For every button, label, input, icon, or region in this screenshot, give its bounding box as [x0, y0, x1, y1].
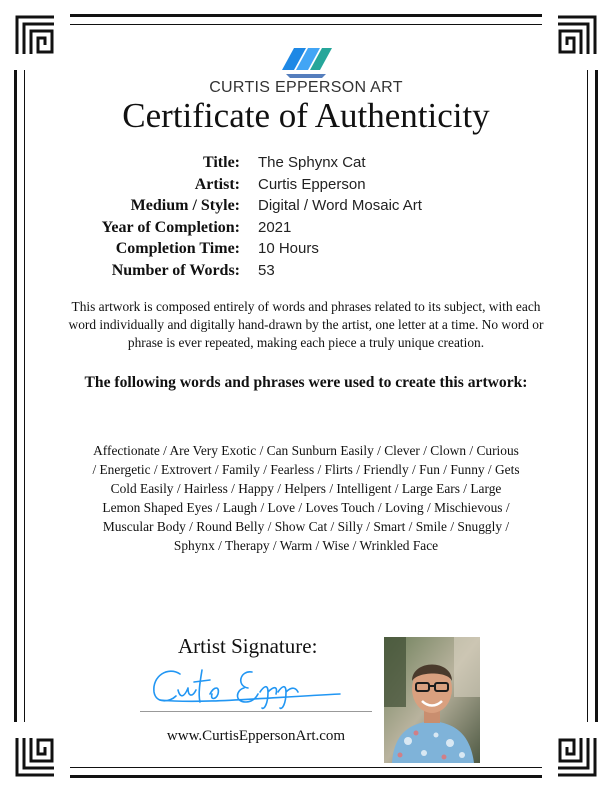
- detail-row-word-count: [0, 260, 612, 282]
- brand-name: CURTIS EPPERSON ART: [209, 79, 403, 96]
- artwork-details: [0, 152, 612, 281]
- detail-value: 10 Hours: [258, 240, 319, 257]
- detail-value: The Sphynx Cat: [258, 154, 366, 171]
- corner-ornament-bottom-right: [542, 722, 598, 778]
- detail-row-medium: [0, 195, 612, 217]
- word-list: Affectionate / Are Very Exotic / Can Sunburn Easily / Clever / Clown / Curious / Energetic / Extrovert / Family / Fearless / Flirts / Friendly / Fun / Funny / Gets Cold Easily / Hairless / Happy / Helpers / Intelligent / Large Ears / Large Lemon Shaped Eyes / Laugh / Love / Loves Touch / Loving / Mischievous / Muscular Body / Round Belly / Show Cat / Silly / Smart / Smile / Snuggly / Sphynx / Therapy / Warm / Wise / Wrinkled Face: [92, 443, 520, 553]
- detail-row-artist: [0, 174, 612, 196]
- signature-line: [140, 711, 372, 712]
- detail-label: Medium / Style:: [130, 197, 240, 214]
- detail-value: 2021: [258, 218, 292, 236]
- detail-value: Curtis Epperson: [258, 175, 366, 193]
- artist-photo: [384, 637, 480, 763]
- brand-logo: [0, 44, 612, 97]
- detail-label: Title:: [202, 154, 240, 171]
- detail-row-title: [0, 152, 612, 174]
- detail-row-time: [0, 238, 612, 260]
- detail-label: Number of Words:: [111, 261, 240, 279]
- corner-ornament-bottom-left: [14, 722, 70, 778]
- detail-value: Digital / Word Mosaic Art: [258, 197, 422, 214]
- detail-value: 53: [258, 261, 275, 279]
- detail-row-year: [0, 217, 612, 239]
- detail-label: Year of Completion:: [101, 218, 240, 236]
- detail-label: Completion Time:: [115, 240, 240, 257]
- artwork-description: This artwork is composed entirely of words and phrases related to its subject, with each word individually and digitally hand-drawn by the artist, one letter at a time. No word or phrase is ever repeated, making each piece a truly unique creation.: [68, 299, 544, 350]
- brand-logo-icon: [276, 44, 336, 78]
- detail-label: Artist:: [194, 175, 240, 193]
- artist-signature: [140, 664, 350, 710]
- signature-label: Artist Signature:: [178, 634, 318, 658]
- website-link[interactable]: www.CurtisEppersonArt.com: [166, 728, 346, 744]
- words-heading: The following words and phrases were used to create this artwork:: [84, 374, 528, 391]
- certificate-title: Certificate of Authenticity: [122, 96, 490, 135]
